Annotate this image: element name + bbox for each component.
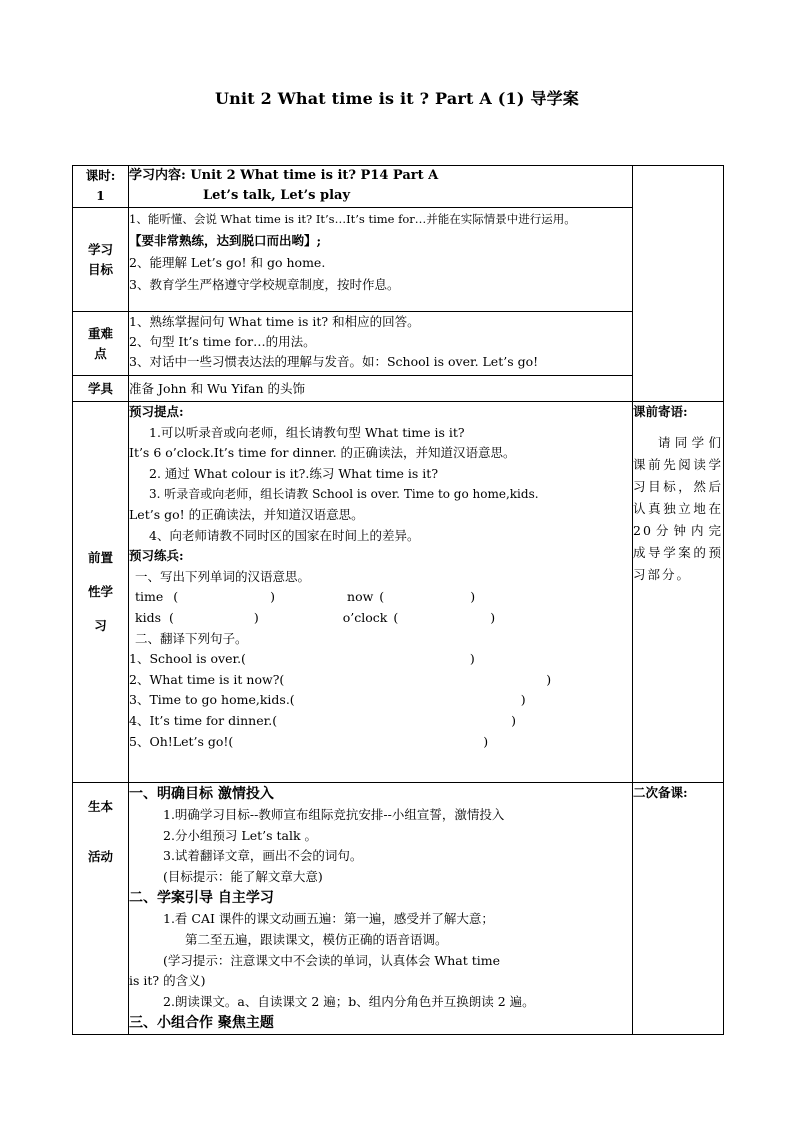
sec2-line-5: 2.朗读课文。a、自读课文 2 遍；b、组内分角色并互换朗读 2 遍。 (163, 993, 535, 1009)
word-kids: kids (135, 609, 161, 625)
objective-2: 2、能理解 Let’s go! 和 go home. (129, 255, 326, 270)
practice-heading: 预习练兵: (129, 548, 184, 564)
sentence-3: 3、Time to go home,kids.( ) (129, 692, 526, 708)
label-preview: 前置 性学 习 (73, 402, 129, 783)
page-title: Unit 2 What time is it ? Part A (1) 导学案 (214, 89, 580, 108)
label-activities: 生本 活动 (73, 783, 129, 1035)
tip-3b: Let’s go! 的正确读法，并知道汉语意思。 (129, 506, 364, 522)
activities-content (129, 783, 633, 1035)
objective-emphasis: 【要非常熟练，达到脱口而出哟】; (129, 233, 322, 248)
exercise-2-title: 二、翻译下列句子。 (135, 630, 248, 646)
label-lesson (73, 166, 129, 208)
keypoint-1: 1、熟练掌握问句 What time is it? 和相应的回答。 (129, 314, 420, 329)
word-row-1: time ( ) now ( ) (135, 589, 476, 605)
sec2-line-4: is it? 的含义) (129, 973, 206, 989)
content-line-1: 学习内容: Unit 2 What time is it? P14 Part A (129, 168, 439, 183)
row-keypoints (73, 312, 724, 376)
study-plan-table (72, 165, 724, 1035)
sec2-line-3: (学习提示：注意课文中不会读的单词，认真体会 What time (163, 952, 500, 968)
objective-3: 3、教育学生严格遵守学校规章制度，按时作息。 (129, 277, 400, 292)
second-prep-heading: 二次备课: (633, 785, 688, 800)
preview-tips-heading: 预习提点: (129, 404, 184, 419)
sentence-4: 4、It’s time for dinner.( ) (129, 712, 516, 728)
label-tools: 学具 (73, 376, 129, 402)
word-now: now (347, 589, 374, 605)
right-blank-top (633, 166, 724, 402)
tip-3: 3. 听录音或向老师，组长请教 School is over. Time to go home,kids. (149, 487, 539, 502)
preview-content (129, 402, 633, 783)
section-1-heading: 一、明确目标 激情投入 (129, 786, 274, 802)
label-lesson-a: 课时: (85, 168, 116, 183)
keypoints-content (129, 312, 633, 376)
sentence-2: 2、What time is it now?( ) (129, 671, 552, 687)
row-tools (73, 376, 724, 402)
second-prep-note (633, 783, 724, 1035)
word-oclock: o’clock (342, 609, 388, 625)
objectives-content (129, 208, 633, 312)
keypoint-3: 3、对话中一些习惯表达法的理解与发音。如：School is over. Let’s go! (129, 354, 539, 369)
tip-1b: It’s 6 o’clock.It’s time for dinner. 的正确读法，并知道汉语意思。 (129, 445, 516, 461)
word-row-2: kids ( ) o’clock ( ) (135, 609, 496, 625)
side-note-body: 请同学们课前先阅读学习目标，然后认真独立地在20分钟内完成导学案的预习部分。 (633, 435, 723, 582)
row-objectives (73, 208, 724, 312)
row-lesson (73, 166, 724, 208)
label-objectives: 学习 目标 (73, 208, 129, 312)
sentence-5: 5、Oh!Let’s go!( ) (129, 733, 489, 749)
sec1-line-3: 3.试着翻译文章，画出不会的词句。 (163, 848, 363, 864)
sec1-line-4: (目标提示：能了解文章大意) (163, 868, 323, 884)
preview-side-note (633, 402, 724, 783)
keypoint-2: 2、句型 It’s time for…的用法。 (129, 334, 316, 349)
sec2-line-2: 第二至五遍，跟读课文，模仿正确的语音语调。 (185, 931, 448, 947)
content-line-2: Let’s talk, Let’s play (203, 188, 351, 203)
sec2-line-1: 1.看 CAI 课件的课文动画五遍：第一遍，感受并了解大意； (163, 911, 494, 927)
sentence-1: 1、School is over.( ) (129, 651, 475, 667)
sec1-line-2: 2.分小组预习 Let’s talk 。 (163, 827, 318, 843)
side-note-heading: 课前寄语: (633, 404, 688, 419)
sec1-line-1: 1.明确学习目标--教师宣布组际竞抗安排--小组宣誓，激情投入 (163, 807, 505, 822)
objective-1: 1、能听懂、会说 What time is it? It’s…It’s time for…并能在实际情景中进行运用。 (129, 212, 576, 226)
word-time: time (135, 589, 164, 605)
label-lesson-b: 1 (96, 188, 105, 203)
tip-4: 4、向老师请教不同时区的国家在时间上的差异。 (149, 527, 420, 543)
label-keypoints: 重难 点 (73, 312, 129, 376)
row-preview (73, 402, 724, 783)
tip-2: 2. 通过 What colour is it?.练习 What time is it? (149, 465, 439, 481)
tools-content: 准备 John 和 Wu Yifan 的头饰 (129, 376, 633, 402)
exercise-1-title: 一、写出下列单词的汉语意思。 (135, 568, 311, 584)
tip-1: 1.可以听录音或向老师，组长请教句型 What time is it? (149, 424, 465, 440)
lesson-content (129, 166, 633, 208)
section-2-heading: 二、学案引导 自主学习 (129, 890, 274, 907)
row-activities (73, 783, 724, 1035)
section-3-heading: 三、小组合作 聚焦主题 (129, 1015, 274, 1032)
